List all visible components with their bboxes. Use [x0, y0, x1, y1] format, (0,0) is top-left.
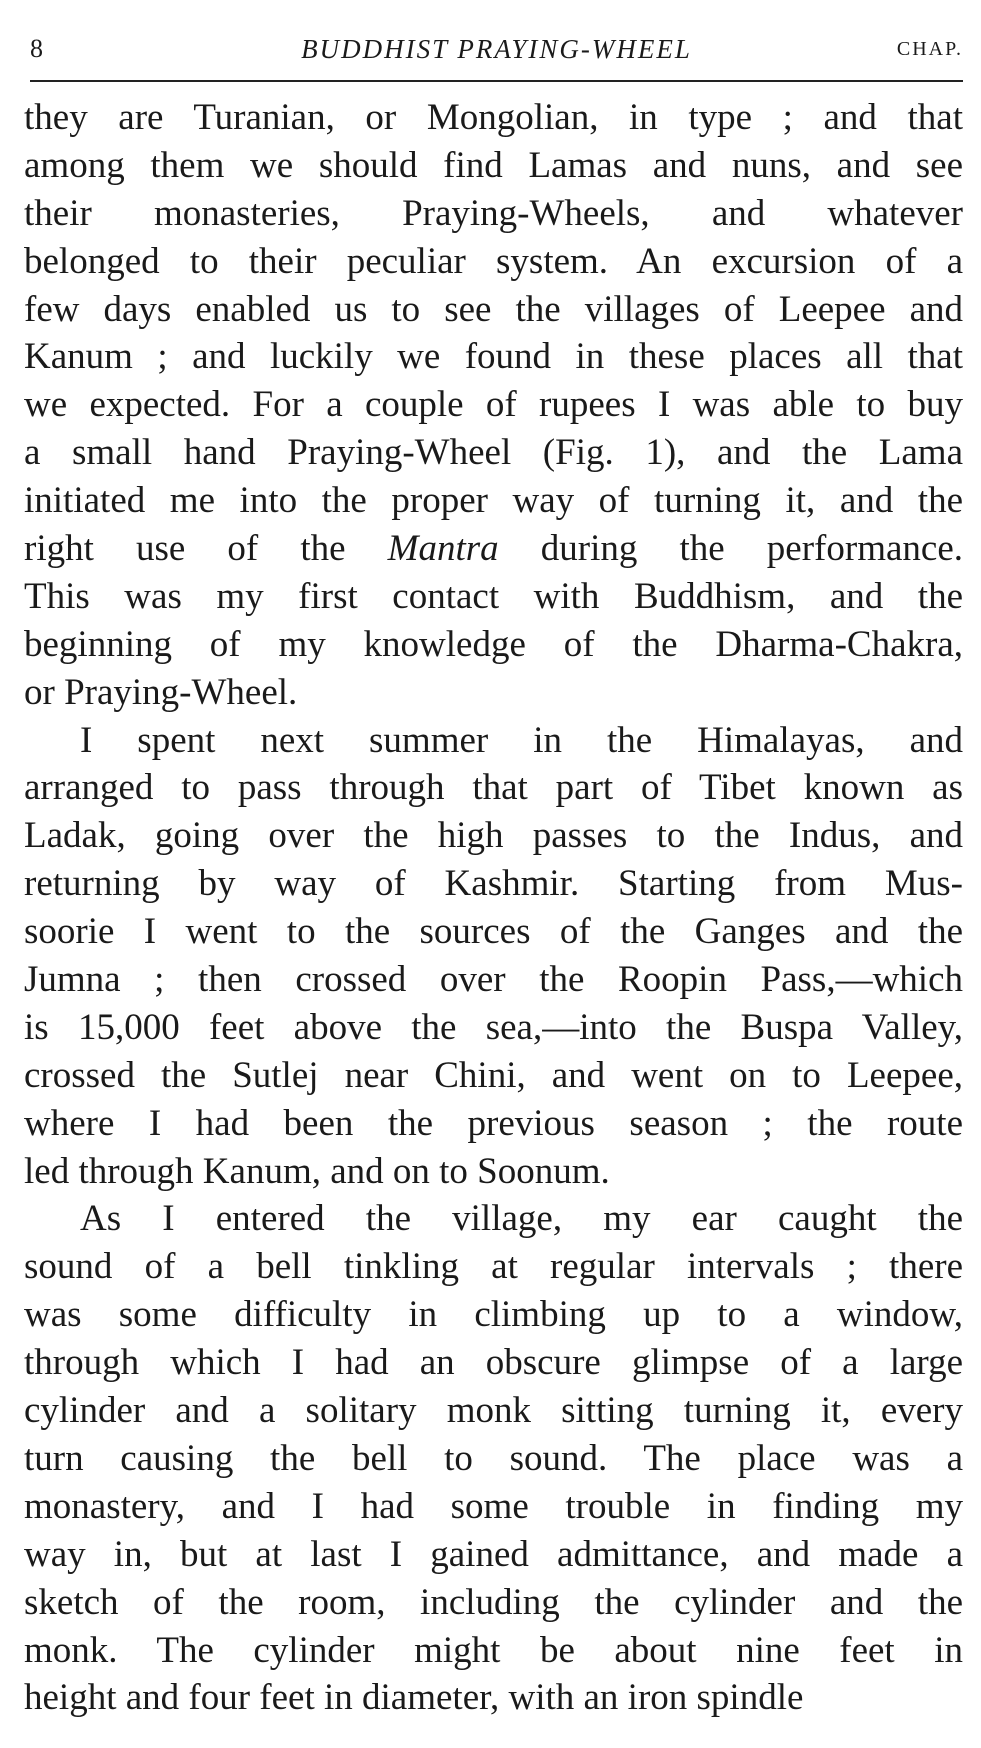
text-line: they are Turanian, or Mongolian, in type ; and that — [24, 97, 963, 138]
text-line: height and four feet in diameter, with an iron spindle — [24, 1677, 804, 1719]
chapter-label: CHAP. — [896, 38, 963, 60]
text-line: monk. The cylinder might be about nine feet in — [24, 1629, 963, 1671]
running-header — [30, 28, 963, 82]
text-line: right use of the Mantra during the performance. — [24, 528, 963, 570]
text-line: where I had been the previous season ; the route — [24, 1102, 963, 1144]
text-line: cylinder and a solitary monk sitting turning it, every — [24, 1390, 963, 1432]
text-line: sketch of the room, including the cylinder and the — [24, 1581, 963, 1623]
text-line: belonged to their peculiar system. An excursion of a — [24, 240, 963, 282]
text-line: Jumna ; then crossed over the Roopin Pass,—which — [24, 959, 963, 1001]
body-text — [24, 94, 963, 1722]
italic-word: Mantra — [387, 528, 499, 570]
text-line: a small hand Praying-Wheel (Fig. 1), and the Lama — [24, 432, 963, 474]
text-line: through which I had an obscure glimpse of a large — [24, 1342, 963, 1384]
text-line: we expected. For a couple of rupees I was able to buy — [24, 384, 963, 426]
text-line: Kanum ; and luckily we found in these places all that — [24, 336, 963, 378]
text-line: This was my first contact with Buddhism, and the — [24, 575, 963, 617]
text-line: few days enabled us to see the villages of Leepee and — [24, 288, 963, 330]
text-line: or Praying-Wheel. — [24, 671, 298, 713]
text-line: led through Kanum, and on to Soonum. — [24, 1150, 610, 1192]
page-number: 8 — [30, 34, 43, 63]
text-line: is 15,000 feet above the sea,—into the Buspa Valley, — [24, 1006, 963, 1048]
paragraph — [24, 717, 963, 1196]
paragraph — [24, 1195, 963, 1722]
paragraph — [24, 94, 963, 717]
text-line: Ladak, going over the high passes to the Indus, and — [24, 815, 963, 857]
text-line: soorie I went to the sources of the Ganges and the — [24, 911, 963, 953]
text-line: beginning of my knowledge of the Dharma-Chakra, — [24, 623, 963, 665]
running-title: BUDDHIST PRAYING-WHEEL — [301, 34, 692, 64]
text-line: I spent next summer in the Himalayas, and — [80, 719, 963, 761]
text-line: sound of a bell tinkling at regular intervals ; there — [24, 1246, 963, 1288]
text-line: monastery, and I had some trouble in finding my — [24, 1485, 963, 1527]
text-line: crossed the Sutlej near Chini, and went on to Leepee, — [24, 1054, 963, 1096]
text-line: among them we should find Lamas and nuns, and see — [24, 144, 963, 186]
text-line: way in, but at last I gained admittance, and made a — [24, 1533, 963, 1575]
text-line: arranged to pass through that part of Tibet known as — [24, 767, 963, 809]
text-line: their monasteries, Praying-Wheels, and whatever — [24, 192, 963, 234]
text-line: As I entered the village, my ear caught the — [80, 1198, 963, 1240]
text-line: returning by way of Kashmir. Starting from Mus- — [24, 863, 963, 905]
text-line: turn causing the bell to sound. The place was a — [24, 1437, 963, 1479]
text-line: was some difficulty in climbing up to a window, — [24, 1294, 963, 1336]
text-line: initiated me into the proper way of turning it, and the — [24, 480, 963, 522]
